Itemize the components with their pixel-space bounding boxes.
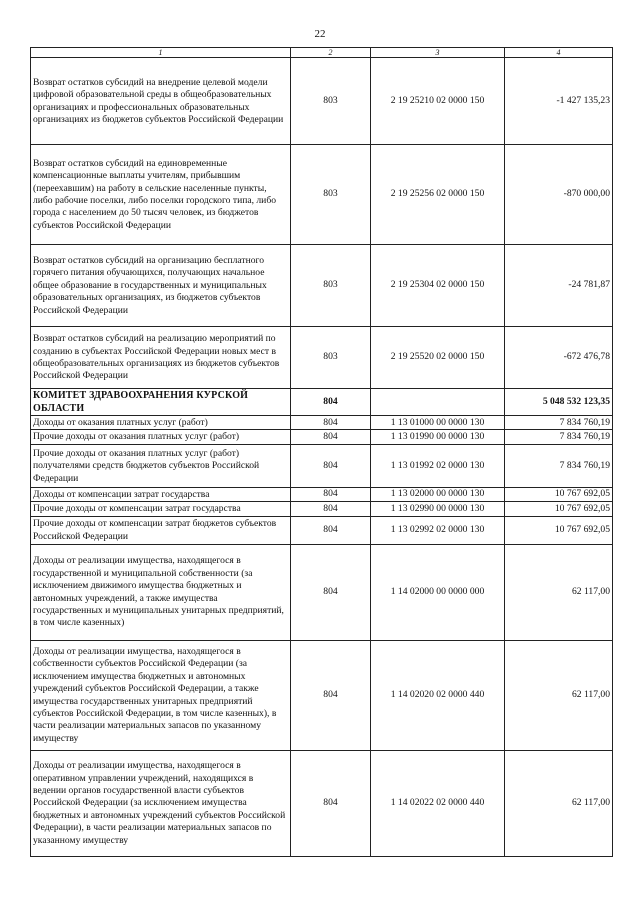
- row-budget-code: 2 19 25304 02 0000 150: [371, 245, 505, 327]
- table-row: [31, 750, 613, 856]
- row-budget-code: 2 19 25210 02 0000 150: [371, 58, 505, 145]
- row-name: Возврат остатков субсидий на единовременные компенсационные выплаты учителям, прибывшим (переехавшим) на работу в сельские населенные пункты, либо рабочие поселки, либо поселки городского типа, либо города с населением до 50 тысяч человек, из бюджетов субъектов Российской Федерации: [31, 145, 291, 245]
- row-budget-code: 1 13 02990 00 0000 130: [371, 502, 505, 516]
- row-name: Прочие доходы от оказания платных услуг (работ) получателями средств бюджетов субъектов Российской Федерации: [31, 444, 291, 487]
- row-sum: 10 767 692,05: [505, 487, 613, 501]
- row-sum: 10 767 692,05: [505, 502, 613, 516]
- row-admin-code: 804: [291, 750, 371, 856]
- row-name: Доходы от реализации имущества, находящегося в государственной и муниципальной собственности (за исключением движимого имущества бюджетных и автономных учреждений, а также имущества государственных и муниципальных унитарных предприятий, в том числе казенных): [31, 544, 291, 640]
- row-budget-code: 1 14 02020 02 0000 440: [371, 640, 505, 750]
- page-number: 22: [314, 28, 326, 40]
- row-admin-code: 804: [291, 516, 371, 544]
- row-budget-code: 1 13 01992 02 0000 130: [371, 444, 505, 487]
- row-admin-code: 804: [291, 502, 371, 516]
- row-sum: 7 834 760,19: [505, 430, 613, 444]
- row-admin-code: 804: [291, 416, 371, 430]
- table-row: [31, 640, 613, 750]
- row-admin-code: 804: [291, 389, 371, 416]
- column-header-code: 3: [371, 48, 505, 58]
- row-admin-code: 803: [291, 145, 371, 245]
- row-admin-code: 804: [291, 444, 371, 487]
- row-budget-code: 1 14 02022 02 0000 440: [371, 750, 505, 856]
- row-budget-code: 2 19 25256 02 0000 150: [371, 145, 505, 245]
- table-row: [31, 416, 613, 430]
- row-name: Доходы от оказания платных услуг (работ): [31, 416, 291, 430]
- row-name: Прочие доходы от компенсации затрат бюджетов субъектов Российской Федерации: [31, 516, 291, 544]
- row-sum: 62 117,00: [505, 640, 613, 750]
- row-budget-code: [371, 389, 505, 416]
- row-admin-code: 803: [291, 245, 371, 327]
- row-budget-code: 1 13 01000 00 0000 130: [371, 416, 505, 430]
- row-admin-code: 804: [291, 430, 371, 444]
- table-row: [31, 502, 613, 516]
- row-sum: 5 048 532 123,35: [505, 389, 613, 416]
- row-name: Прочие доходы от оказания платных услуг (работ): [31, 430, 291, 444]
- row-name: КОМИТЕТ ЗДРАВООХРАНЕНИЯ КУРСКОЙ ОБЛАСТИ: [31, 389, 291, 416]
- row-sum: -24 781,87: [505, 245, 613, 327]
- row-sum: 7 834 760,19: [505, 416, 613, 430]
- row-sum: 62 117,00: [505, 750, 613, 856]
- column-header-sum: 4: [505, 48, 613, 58]
- row-admin-code: 804: [291, 487, 371, 501]
- table-header-row: [31, 48, 613, 58]
- table-row: [31, 430, 613, 444]
- row-admin-code: 803: [291, 327, 371, 389]
- row-budget-code: 1 13 01990 00 0000 130: [371, 430, 505, 444]
- table-row: [31, 145, 613, 245]
- row-name: Возврат остатков субсидий на реализацию мероприятий по созданию в субъектах Российской Федерации новых мест в общеобразовательных организациях из бюджетов субъектов Российской Федерации: [31, 327, 291, 389]
- table-row: [31, 327, 613, 389]
- table-row-department: [31, 389, 613, 416]
- row-budget-code: 1 14 02000 00 0000 000: [371, 544, 505, 640]
- row-name: Возврат остатков субсидий на организацию бесплатного горячего питания обучающихся, получающих начальное общее образование в государственных и муниципальных образовательных организациях, из бюджетов субъектов Российской Федерации: [31, 245, 291, 327]
- table-row: [31, 487, 613, 501]
- row-budget-code: 2 19 25520 02 0000 150: [371, 327, 505, 389]
- table-row: [31, 516, 613, 544]
- row-sum: -1 427 135,23: [505, 58, 613, 145]
- row-name: Доходы от компенсации затрат государства: [31, 487, 291, 501]
- row-budget-code: 1 13 02000 00 0000 130: [371, 487, 505, 501]
- row-admin-code: 804: [291, 544, 371, 640]
- row-admin-code: 804: [291, 640, 371, 750]
- row-admin-code: 803: [291, 58, 371, 145]
- row-name: Доходы от реализации имущества, находящегося в оперативном управлении учреждений, находящихся в ведении органов государственной власти субъектов Российской Федерации (за исключением имущества бюджетных и автономных учреждений субъектов Российской Федерации), в части реализации материальных запасов по указанному имуществу: [31, 750, 291, 856]
- row-name: Прочие доходы от компенсации затрат государства: [31, 502, 291, 516]
- row-name: Доходы от реализации имущества, находящегося в собственности субъектов Российской Федерации (за исключением имущества бюджетных и автономных учреждений субъектов Российской Федерации, а также имущества государственных унитарных предприятий субъектов Российской Федерации, в том числе казенных), в части реализации материальных запасов по указанному имуществу: [31, 640, 291, 750]
- row-budget-code: 1 13 02992 02 0000 130: [371, 516, 505, 544]
- table-row: [31, 544, 613, 640]
- row-name: Возврат остатков субсидий на внедрение целевой модели цифровой образовательной среды в общеобразовательных организациях и профессиональных образовательных организациях из бюджетов субъектов Российской Федерации: [31, 58, 291, 145]
- column-header-admin: 2: [291, 48, 371, 58]
- row-sum: 62 117,00: [505, 544, 613, 640]
- revenue-table: [30, 47, 613, 857]
- row-sum: 7 834 760,19: [505, 444, 613, 487]
- row-sum: 10 767 692,05: [505, 516, 613, 544]
- table-row: [31, 444, 613, 487]
- row-sum: -870 000,00: [505, 145, 613, 245]
- row-sum: -672 476,78: [505, 327, 613, 389]
- table-row: [31, 245, 613, 327]
- table-row: [31, 58, 613, 145]
- column-header-name: 1: [31, 48, 291, 58]
